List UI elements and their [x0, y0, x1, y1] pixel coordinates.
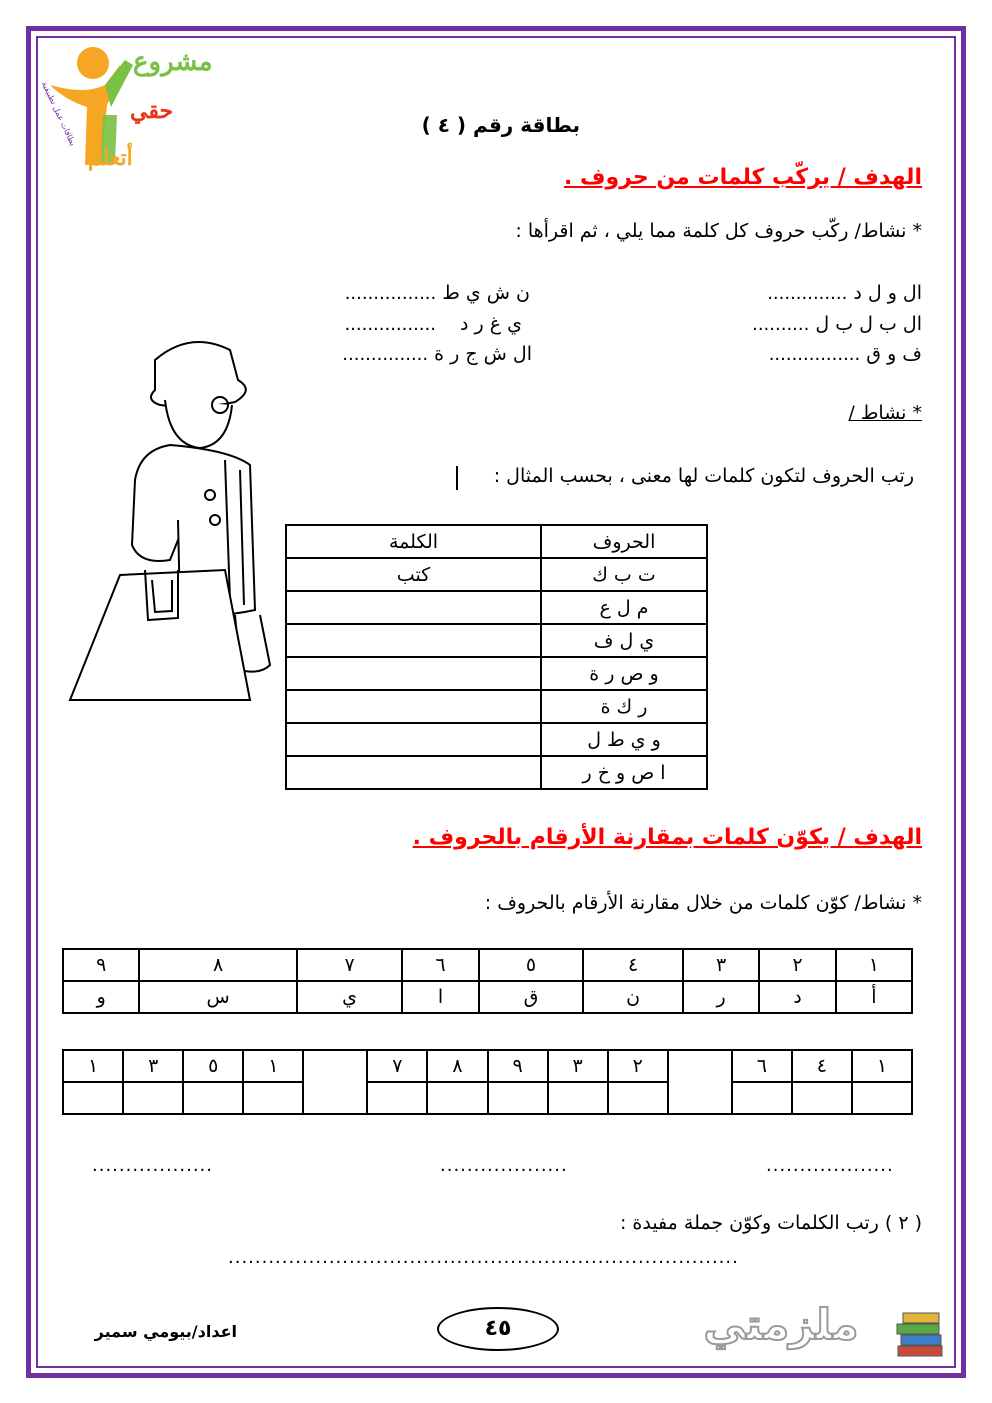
card-title: بطاقة رقم ( ٤ ) — [421, 113, 580, 137]
puzzle-number-cell: ١ — [243, 1050, 303, 1082]
task-2-instruction: ( ٢ ) رتب الكلمات وكوّن جملة مفيدة : — [619, 1212, 922, 1234]
word-separator-cell — [303, 1050, 367, 1114]
puzzle-number-cell: ٥ — [183, 1050, 243, 1082]
answer-line[interactable]: .................. — [92, 1155, 213, 1176]
key-letter-cell: س — [139, 981, 296, 1013]
child-with-bag-illustration — [60, 330, 285, 710]
puzzle-answer-cell[interactable] — [732, 1082, 792, 1114]
key-number-cell: ٦ — [402, 949, 478, 981]
answer-line[interactable]: ................... — [766, 1155, 894, 1176]
books-icon — [895, 1302, 945, 1364]
puzzle-number-cell: ٧ — [367, 1050, 427, 1082]
key-number-cell: ٧ — [297, 949, 402, 981]
logo-word-learn: أتعلم — [88, 145, 133, 171]
activity-2-label: * نشاط / — [848, 402, 922, 424]
table-header-word: الكلمة — [286, 525, 541, 558]
page-number: ٤٥ — [437, 1307, 559, 1351]
word-separator-cell — [668, 1050, 732, 1114]
puzzle-answer-cell[interactable] — [183, 1082, 243, 1114]
puzzle-answer-cell[interactable] — [608, 1082, 668, 1114]
logo-side-text: بطاقات عمل تطبيقية — [39, 80, 78, 148]
key-number-cell: ٩ — [63, 949, 139, 981]
activity-3-instruction: * نشاط/ كوّن كلمات من خلال مقارنة الأرقام بالحروف : — [484, 892, 922, 914]
key-letter-cell: أ — [836, 981, 912, 1013]
word-item: ي غ ر د ................ — [344, 313, 522, 335]
word-item: ال و ل د .............. — [767, 282, 922, 304]
puzzle-answer-cell[interactable] — [792, 1082, 852, 1114]
table-cell-letters: ت ب ك — [541, 558, 707, 591]
key-letter-cell: د — [759, 981, 835, 1013]
table-cell-letters: م ل ع — [541, 591, 707, 624]
key-number-cell: ٥ — [479, 949, 584, 981]
table-cell-word: كتب — [286, 558, 541, 591]
key-number-cell: ٨ — [139, 949, 296, 981]
puzzle-answer-cell[interactable] — [488, 1082, 548, 1114]
watermark-text: ملزمتي — [703, 1300, 859, 1349]
puzzle-number-cell: ٣ — [548, 1050, 608, 1082]
key-letter-cell: ي — [297, 981, 402, 1013]
table-cell-word[interactable] — [286, 624, 541, 657]
answer-line[interactable]: ................... — [440, 1155, 568, 1176]
table-cell-letters: ي ل ف — [541, 624, 707, 657]
table-cell-letters: و ي ط ل — [541, 723, 707, 756]
table-cell-letters: ا ص و خ ر — [541, 756, 707, 789]
key-number-cell: ٣ — [683, 949, 759, 981]
puzzle-number-cell: ٤ — [792, 1050, 852, 1082]
puzzle-answer-cell[interactable] — [63, 1082, 123, 1114]
table-cell-word[interactable] — [286, 690, 541, 723]
puzzle-answer-cell[interactable] — [427, 1082, 487, 1114]
puzzle-number-cell: ١ — [852, 1050, 912, 1082]
puzzle-answer-cell[interactable] — [367, 1082, 427, 1114]
puzzle-answer-cell[interactable] — [243, 1082, 303, 1114]
puzzle-number-cell: ٩ — [488, 1050, 548, 1082]
table-cell-word[interactable] — [286, 591, 541, 624]
activity-2-instruction: رتب الحروف لتكون كلمات لها معنى ، بحسب المثال : — [493, 465, 914, 487]
puzzle-number-cell: ١ — [63, 1050, 123, 1082]
key-number-cell: ١ — [836, 949, 912, 981]
puzzle-number-cell: ٨ — [427, 1050, 487, 1082]
puzzle-number-cell: ٣ — [123, 1050, 183, 1082]
table-cell-word[interactable] — [286, 723, 541, 756]
table-cell-letters: و ص ر ة — [541, 657, 707, 690]
table-cell-word[interactable] — [286, 657, 541, 690]
author-credit: اعداد/بيومي سمير — [94, 1322, 237, 1341]
key-letter-cell: ن — [583, 981, 683, 1013]
puzzle-answer-cell[interactable] — [548, 1082, 608, 1114]
logo-word-project: مشروع — [133, 47, 213, 77]
puzzle-answer-cell[interactable] — [123, 1082, 183, 1114]
sentence-answer-line[interactable]: ............................................................................ — [228, 1247, 739, 1268]
key-letter-cell: ر — [683, 981, 759, 1013]
word-item: ف و ق ................ — [768, 343, 922, 365]
table-header-letters: الحروف — [541, 525, 707, 558]
table-cell-letters: ر ك ة — [541, 690, 707, 723]
logo-word-right: حقي — [130, 98, 174, 124]
activity-1-instruction: * نشاط/ ركّب حروف كل كلمة مما يلي ، ثم اقرأها : — [515, 220, 922, 242]
word-item: ال ش ج ر ة ............... — [342, 343, 532, 365]
number-puzzle-table — [62, 1049, 913, 1115]
table-cell-word[interactable] — [286, 756, 541, 789]
key-letter-cell: ا — [402, 981, 478, 1013]
puzzle-number-cell: ٢ — [608, 1050, 668, 1082]
number-letter-key-table — [62, 948, 913, 1014]
key-number-cell: ٢ — [759, 949, 835, 981]
puzzle-answer-cell[interactable] — [852, 1082, 912, 1114]
word-item: ال ب ل ب ل .......... — [752, 313, 922, 335]
key-letter-cell: و — [63, 981, 139, 1013]
key-number-cell: ٤ — [583, 949, 683, 981]
text-cursor — [456, 466, 458, 490]
puzzle-number-cell: ٦ — [732, 1050, 792, 1082]
goal-heading-1: الهدف / يركّب كلمات من حروف . — [563, 165, 922, 190]
goal-heading-2: الهدف / يكوّن كلمات بمقارنة الأرقام بالحروف . — [412, 825, 922, 850]
arrange-letters-table — [285, 524, 708, 790]
key-letter-cell: ق — [479, 981, 584, 1013]
word-item: ن ش ي ط ................ — [344, 282, 530, 304]
